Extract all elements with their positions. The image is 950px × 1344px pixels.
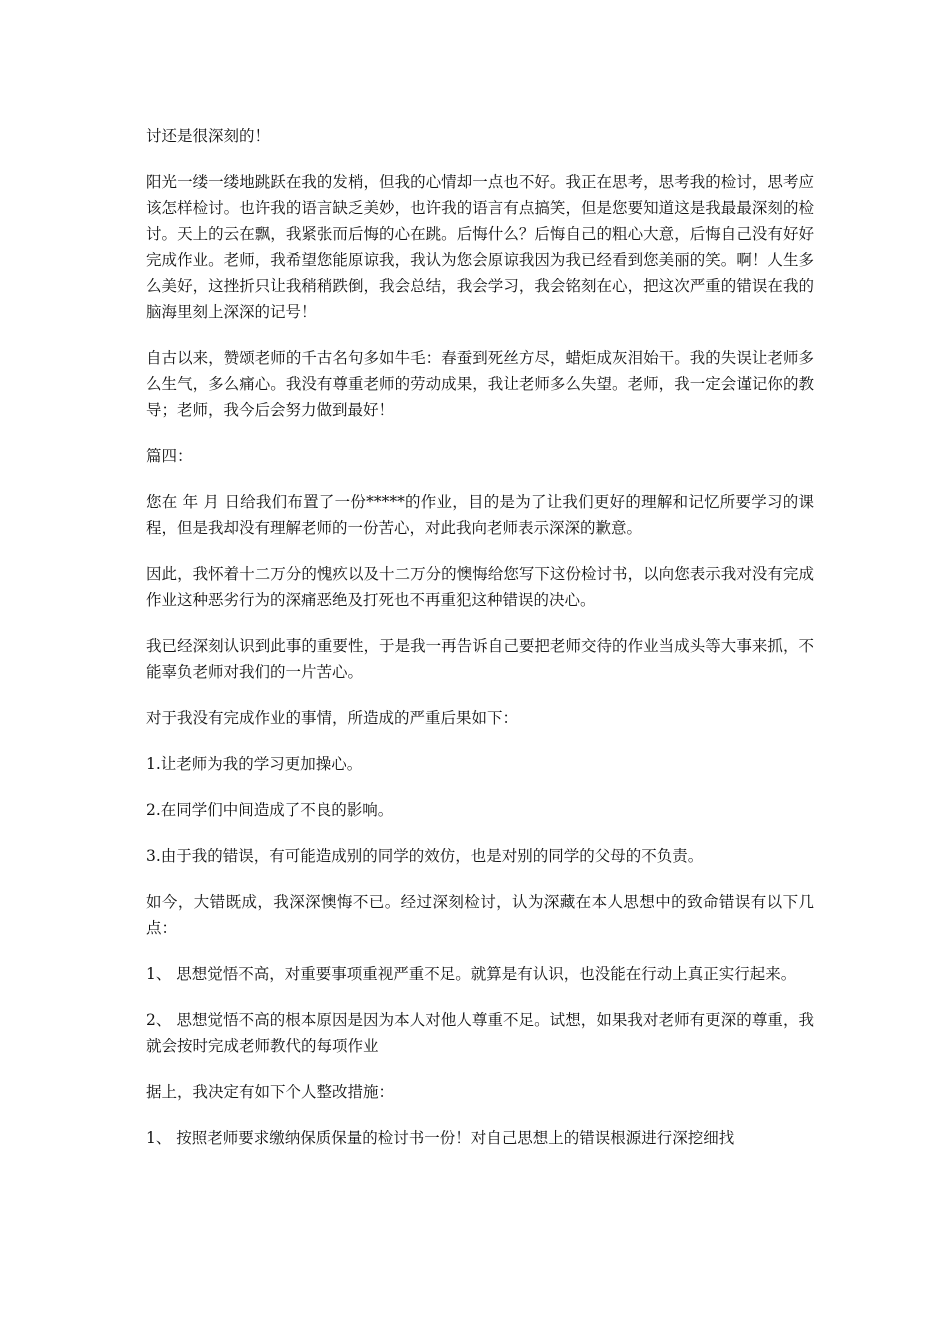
paragraph: 如今，大错既成，我深深懊悔不已。经过深刻检讨，认为深藏在本人思想中的致命错误有以下几点： [146, 893, 814, 937]
list-item: 2.在同学们中间造成了不良的影响。 [146, 801, 394, 819]
document-body [146, 123, 814, 1171]
paragraph: 对于我没有完成作业的事情，所造成的严重后果如下： [146, 709, 519, 727]
section-heading: 篇四： [146, 447, 193, 465]
paragraph: 自古以来，赞颂老师的千古名句多如牛毛：春蚕到死丝方尽，蜡炬成灰泪始干。我的失误让老师多么生气，多么痛心。我没有尊重老师的劳动成果，我让老师多么失望。老师，我一定会谨记你的教导；老师，我今后会努力做到最好！ [146, 349, 814, 419]
list-item: 3.由于我的错误，有可能造成别的同学的效仿，也是对别的同学的父母的不负责。 [146, 847, 704, 865]
list-item: 1.让老师为我的学习更加操心。 [146, 755, 363, 773]
paragraph: 您在 年 月 日给我们布置了一份*****的作业，目的是为了让我们更好的理解和记忆所要学习的课程，但是我却没有理解老师的一份苦心，对此我向老师表示深深的歉意。 [146, 493, 814, 537]
list-item: 1、 按照老师要求缴纳保质保量的检讨书一份！对自己思想上的错误根源进行深挖细找 [146, 1129, 735, 1147]
paragraph: 阳光一缕一缕地跳跃在我的发梢，但我的心情却一点也不好。我正在思考，思考我的检讨，思考应该怎样检讨。也许我的语言缺乏美妙，也许我的语言有点搞笑，但是您要知道这是我最最深刻的检讨。天上的云在飘，我紧张而后悔的心在跳。后悔什么？后悔自己的粗心大意，后悔自己没有好好完成作业。老师，我希望您能原谅我，我认为您会原谅我因为我已经看到您美丽的笑。啊！人生多么美好，这挫折只让我稍稍跌倒，我会总结，我会学习，我会铭刻在心，把这次严重的错误在我的脑海里刻上深深的记号！ [146, 173, 814, 321]
list-item: 2、 思想觉悟不高的根本原因是因为本人对他人尊重不足。试想，如果我对老师有更深的尊重，我就会按时完成老师教代的每项作业 [146, 1011, 814, 1055]
paragraph: 因此，我怀着十二万分的愧疚以及十二万分的懊悔给您写下这份检讨书，以向您表示我对没有完成作业这种恶劣行为的深痛恶绝及打死也不再重犯这种错误的决心。 [146, 565, 814, 609]
list-item: 1、 思想觉悟不高，对重要事项重视严重不足。就算是有认识，也没能在行动上真正实行起来。 [146, 965, 797, 983]
paragraph: 讨还是很深刻的！ [146, 127, 271, 145]
paragraph: 据上，我决定有如下个人整改措施： [146, 1083, 395, 1101]
paragraph: 我已经深刻认识到此事的重要性，于是我一再告诉自己要把老师交待的作业当成头等大事来抓，不能辜负老师对我们的一片苦心。 [146, 637, 814, 681]
